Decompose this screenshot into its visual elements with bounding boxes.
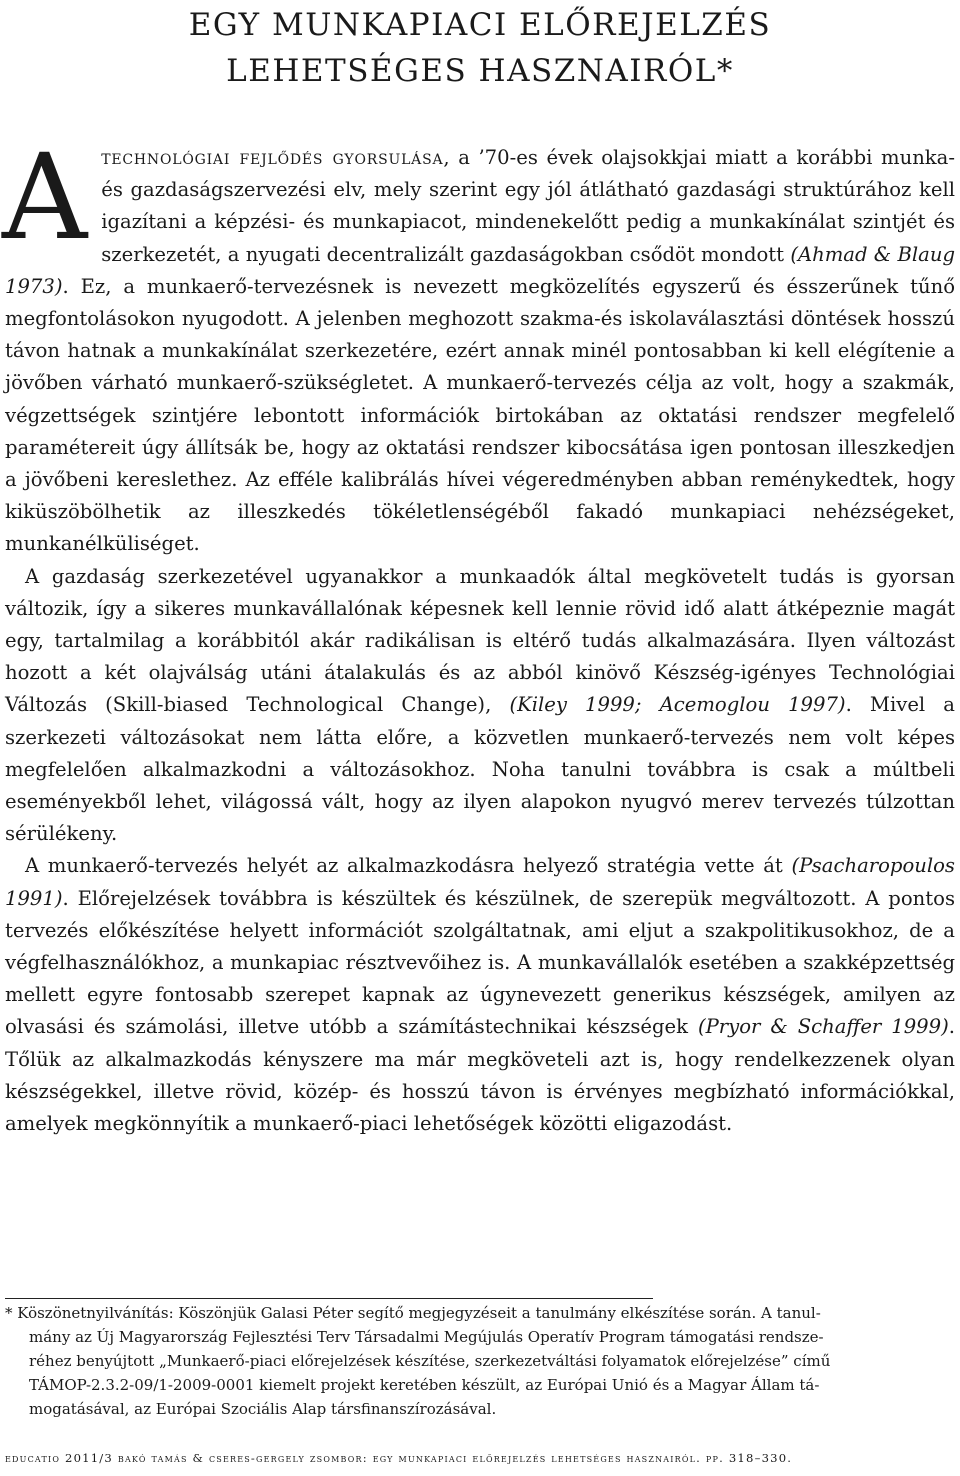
article-body (2, 128, 955, 1140)
page-footer: educatio 2011/3 bakó tamás & cseres-gergely zsombor: egy munkapiaci előrejelzés lehetséges hasznairól. pp. 318–330. (5, 1451, 793, 1465)
citation-pryor-schaffer: (Pryor & Schaffer 1999) (697, 1015, 949, 1039)
paragraph-3-text-c: . Tőlük az alkalmazkodás kényszere ma már megköveteli azt is, hogy rendelkezzenek olyan készségekkel, illetve rövid, közép- és hosszú távon is érvényes megbízható információkkal, amelyek megkönnyítik a munkaerő-piaci lehetőségek közötti eligazodást. (5, 1015, 955, 1136)
paragraph-2 (5, 561, 955, 851)
footnote-line-3: réhez benyújtott „Munkaerő-piaci előrejelzések készítése, szerkezetváltási folyamatok előrejelzése” című (29, 1352, 831, 1370)
paragraph-1 (2, 128, 955, 561)
citation-psacharopoulos: (Psacharopoulos 1991) (5, 854, 955, 910)
title-line-2: LEHETSÉGES HASZNAIRÓL* (226, 53, 734, 89)
footnote (5, 1301, 955, 1421)
drop-cap: A (2, 128, 88, 266)
citation-ahmad-blaug: (Ahmad & Blaug 1973) (5, 242, 955, 298)
title-line-1: EGY MUNKAPIACI ELŐREJELZÉS (188, 7, 772, 43)
lead-smallcaps: technológiai fejlődés gyorsulása (101, 146, 444, 169)
footnote-line-1: * Köszönetnyilvánítás: Köszönjük Galasi Péter segítő megjegyzéseit a tanulmány elkészítése során. A tanul- (5, 1304, 821, 1322)
citation-kiley-acemoglou: (Kiley 1999; Acemoglou 1997) (509, 693, 846, 717)
footnote-line-4: TÁMOP-2.3.2-09/1-2009-0001 kiemelt projekt keretében készült, az Európai Unió és a Magyar Állam tá- (29, 1376, 820, 1394)
paragraph-2-text-a: A gazdaság szerkezetével ugyanakkor a munkaadók által megkövetelt tudás is gyorsan változik, így a sikeres munkavállalónak képesnek kell lennie rövid idő alatt átképeznie magát egy, tartalmilag a korábbitól akár radikálisan is eltérő tudás alkalmazására. Ilyen változást hozott a két olajválság utáni átalakulás és az abból kinövő Készség-igényes Technológiai Változás (Skill-biased Technological Change), (5, 564, 955, 717)
paragraph-1-text-b: . Ez, a munkaerő-tervezésnek is nevezett megközelítés egyszerű és ésszerűnek tűnő megfontolásokon nyugodott. A jelenben meghozott szakma-és iskolaválasztási döntések hosszú távon hatnak a munkakínálat szerkezetére, ezért annak minél pontosabban ki kell elégítenie a jövőben várható munkaerő-szükségletet. A munkaerő-tervezés célja az volt, hogy a szakmák, végzettségek szintjére lebontott információk birtokában az oktatási rendszer megfelelő paramétereit úgy állítsák be, hogy az oktatási rendszer kibocsátása igen pontosan illeszkedjen a jövőbeni kereslethez. Az efféle kalibrálás hívei végeredményben abban reménykedtek, hogy kiküszöbölhetik az illeszkedés tökéletlenségéből fakadó munkapiaci nehézségeket, munkanélküliséget. (5, 274, 955, 556)
article-title (0, 2, 960, 94)
footnote-rule (5, 1298, 653, 1299)
footnote-line-5: mogatásával, az Európai Szociális Alap társfinanszírozásával. (29, 1400, 497, 1418)
paragraph-3-text-a: A munkaerő-tervezés helyét az alkalmazkodásra helyező stratégia vette át (25, 854, 792, 878)
paragraph-3-text-b: . Előrejelzések továbbra is készültek és készülnek, de szerepük megváltozott. A pontos tervezés előkészítése helyett információt szolgáltatnak, ami eljut a szakpolitikusokhoz, de a végfelhasználókhoz, a munkapiac résztvevőihez is. A munkavállalók esetében a szakképzettség mellett egyre fontosabb szerepet kapnak az úgynevezett generikus készségek, amilyen az olvasási és számolási, illetve utóbb a számítástechnikai készségek (5, 886, 955, 1039)
paragraph-1-text-a: , a ’70-es évek olajsokkjai miatt a korábbi munka- és gazdaságszervezési elv, mely szerint egy jól átlátható gazdasági struktúrához kell igazítani a képzési- és munkapiacot, mindenekelőtt pedig a munkakínálat szintjét és szerkezetét, a nyugati decentralizált gazdaságokban csődöt mondott (101, 146, 955, 266)
paragraph-3 (5, 850, 955, 1140)
footnote-line-2: mány az Új Magyarország Fejlesztési Terv Társadalmi Megújulás Operatív Program támogatási rendsze- (29, 1328, 824, 1346)
paragraph-2-text-b: . Mivel a szerkezeti változásokat nem látta előre, a közvetlen munkaerő-tervezés nem volt képes megfelelően alkalmazkodni a változásokhoz. Noha tanulni továbbra is csak a múltbeli eseményekből lehet, világossá vált, hogy az ilyen alapokon nyugvó merev tervezés túlzottan sérülékeny. (5, 693, 955, 846)
